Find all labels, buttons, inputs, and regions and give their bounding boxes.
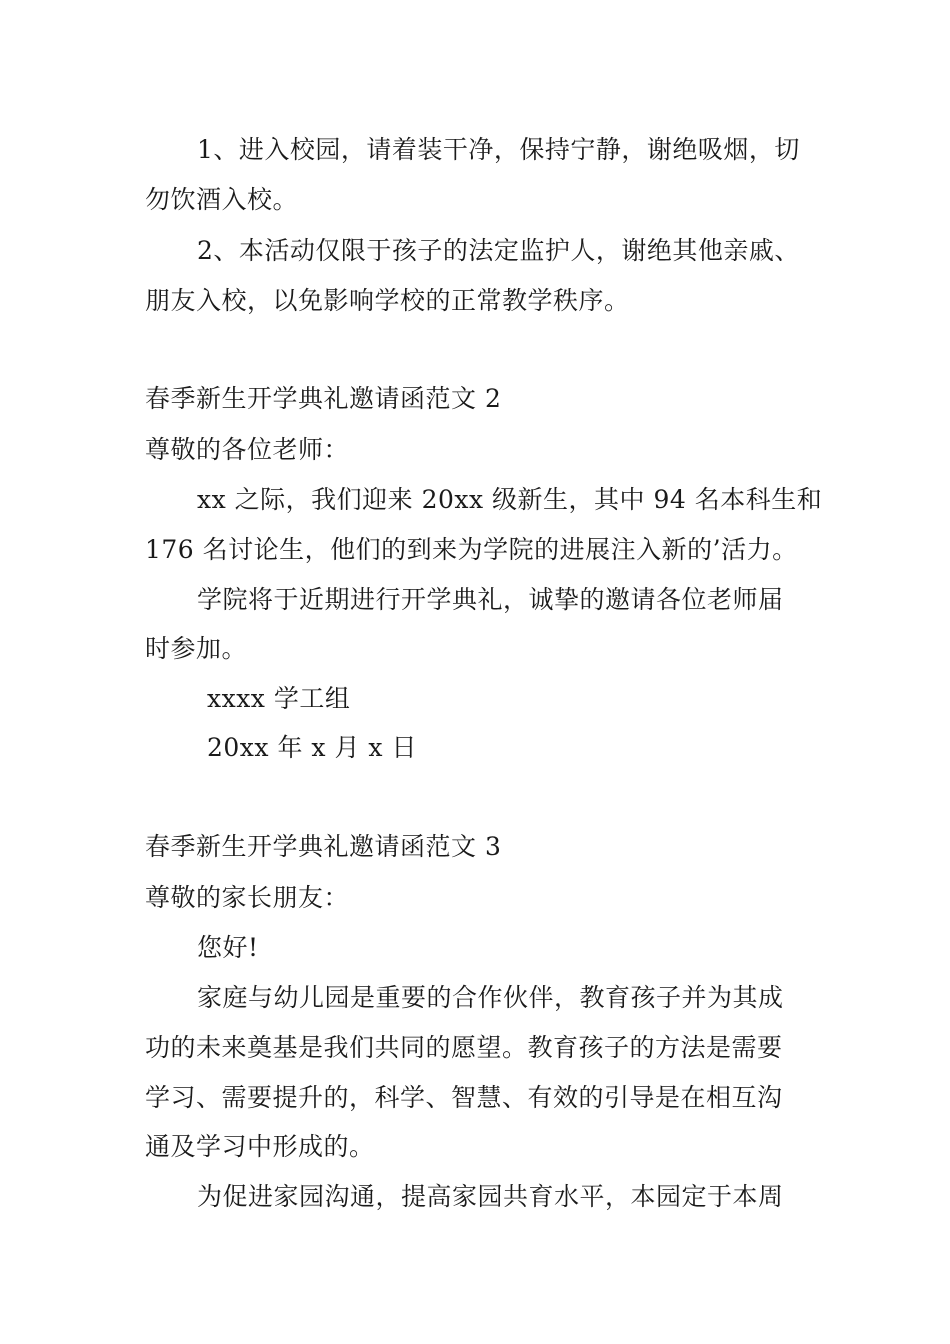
rule-item-2-line-1: 2、本活动仅限于孩子的法定监护人，谢绝其他亲戚、 (197, 236, 800, 265)
letter-2-para-1-line-1: xx 之际，我们迎来 20xx 级新生，其中 94 名本科生和 (197, 485, 823, 514)
letter-2-title: 春季新生开学典礼邀请函范文 2 (145, 384, 502, 413)
letter-2-para-2-line-2: 时参加。 (145, 634, 248, 663)
letter-3-para-1-line-2: 功的未来奠基是我们共同的愿望。教育孩子的方法是需要 (145, 1033, 783, 1062)
rule-item-1-line-2: 勿饮酒入校。 (145, 185, 299, 214)
letter-2-date: 20xx 年 x 月 x 日 (207, 733, 417, 762)
letter-3-title: 春季新生开学典礼邀请函范文 3 (145, 832, 502, 861)
letter-3-para-2-line-1: 为促进家园沟通，提高家园共育水平，本园定于本周 (197, 1182, 784, 1211)
letter-3-greeting: 您好! (197, 933, 259, 962)
rule-item-2-line-2: 朋友入校，以免影响学校的正常教学秩序。 (145, 286, 630, 315)
letter-2-para-2-line-1: 学院将于近期进行开学典礼，诚挚的邀请各位老师届 (197, 585, 784, 614)
rule-item-1-line-1: 1、进入校园，请着装干净，保持宁静，谢绝吸烟，切 (197, 135, 800, 164)
letter-3-para-1-line-4: 通及学习中形成的。 (145, 1132, 375, 1161)
letter-3-para-1-line-1: 家庭与幼儿园是重要的合作伙伴，教育孩子并为其成 (197, 983, 784, 1012)
letter-2-salutation: 尊敬的各位老师： (145, 435, 350, 464)
letter-2-signature: xxxx 学工组 (207, 684, 351, 713)
letter-3-para-1-line-3: 学习、需要提升的，科学、智慧、有效的引导是在相互沟 (145, 1083, 783, 1112)
letter-2-para-1-line-2: 176 名讨论生，他们的到来为学院的进展注入新的’活力。 (145, 535, 798, 564)
letter-3-salutation: 尊敬的家长朋友： (145, 883, 350, 912)
